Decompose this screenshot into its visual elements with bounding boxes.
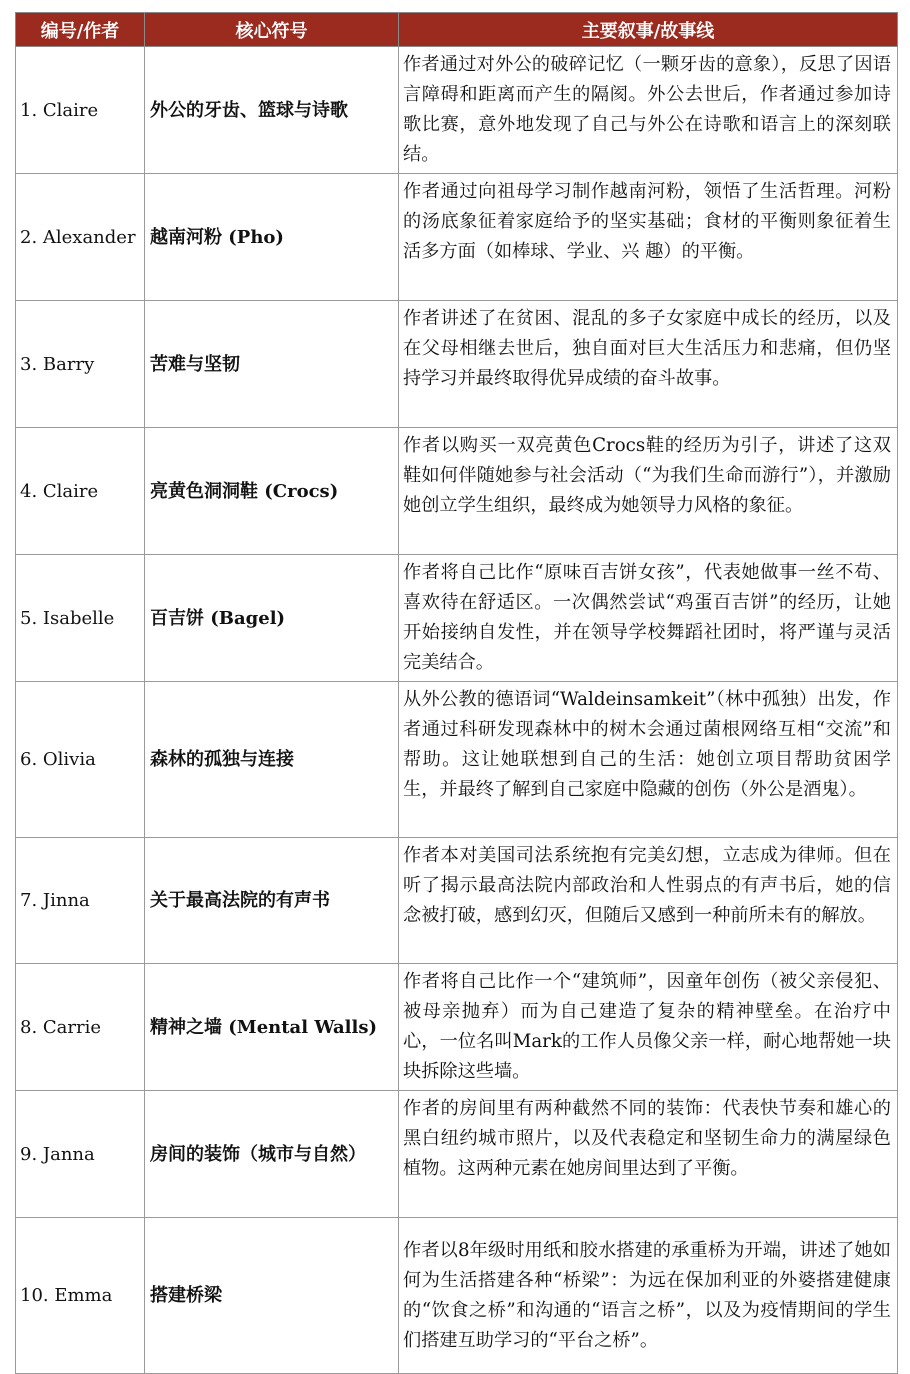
story-cell: 从外公教的德语词“Waldeinsamkeit”（林中孤独）出发，作者通过科研发现森林中的树木会通过菌根网络互相“交流”和帮助。这让她联想到自己的生活：她创立项目帮助贫困学生，并最终了解到自己家庭中隐藏的创伤（外公是酒鬼）。 bbox=[399, 682, 898, 838]
author-cell: 8. Carrie bbox=[16, 964, 145, 1091]
essay-summary-table bbox=[15, 12, 898, 1374]
table-row bbox=[16, 555, 898, 682]
author-cell: 5. Isabelle bbox=[16, 555, 145, 682]
table-row bbox=[16, 301, 898, 428]
header-row bbox=[16, 13, 898, 47]
author-cell: 9. Janna bbox=[16, 1091, 145, 1218]
table-row bbox=[16, 838, 898, 964]
story-cell: 作者将自己比作“原味百吉饼女孩”，代表她做事一丝不苟、喜欢待在舒适区。一次偶然尝试“鸡蛋百吉饼”的经历，让她开始接纳自发性，并在领导学校舞蹈社团时，将严谨与灵活完美结合。 bbox=[399, 555, 898, 682]
author-cell: 1. Claire bbox=[16, 47, 145, 174]
table-header bbox=[16, 13, 898, 47]
table-body bbox=[16, 47, 898, 1374]
author-cell: 10. Emma bbox=[16, 1218, 145, 1374]
table-row bbox=[16, 682, 898, 838]
story-cell: 作者通过对外公的破碎记忆（一颗牙齿的意象），反思了因语言障碍和距离而产生的隔阂。外公去世后，作者通过参加诗歌比赛，意外地发现了自己与外公在诗歌和语言上的深刻联结。 bbox=[399, 47, 898, 174]
table-row bbox=[16, 964, 898, 1091]
table-row bbox=[16, 1091, 898, 1218]
symbol-cell: 亮黄色洞洞鞋 (Crocs) bbox=[145, 428, 399, 555]
symbol-cell: 苦难与坚韧 bbox=[145, 301, 399, 428]
symbol-cell: 精神之墙 (Mental Walls) bbox=[145, 964, 399, 1091]
author-cell: 3. Barry bbox=[16, 301, 145, 428]
header-author: 编号/作者 bbox=[16, 13, 145, 47]
author-cell: 2. Alexander bbox=[16, 174, 145, 301]
story-cell: 作者以购买一双亮黄色Crocs鞋的经历为引子，讲述了这双鞋如何伴随她参与社会活动（“为我们生命而游行”），并激励她创立学生组织，最终成为她领导力风格的象征。 bbox=[399, 428, 898, 555]
author-cell: 4. Claire bbox=[16, 428, 145, 555]
story-cell: 作者的房间里有两种截然不同的装饰：代表快节奏和雄心的黑白纽约城市照片，以及代表稳定和坚韧生命力的满屋绿色植物。这两种元素在她房间里达到了平衡。 bbox=[399, 1091, 898, 1218]
symbol-cell: 房间的装饰（城市与自然） bbox=[145, 1091, 399, 1218]
story-cell: 作者以8年级时用纸和胶水搭建的承重桥为开端，讲述了她如何为生活搭建各种“桥梁”：为远在保加利亚的外婆搭建健康的“饮食之桥”和沟通的“语言之桥”，以及为疫情期间的学生们搭建互助学习的“平台之桥”。 bbox=[399, 1218, 898, 1374]
header-story: 主要叙事/故事线 bbox=[399, 13, 898, 47]
table-row bbox=[16, 174, 898, 301]
story-cell: 作者本对美国司法系统抱有完美幻想，立志成为律师。但在听了揭示最高法院内部政治和人性弱点的有声书后，她的信念被打破，感到幻灭，但随后又感到一种前所未有的解放。 bbox=[399, 838, 898, 964]
symbol-cell: 百吉饼 (Bagel) bbox=[145, 555, 399, 682]
header-symbol: 核心符号 bbox=[145, 13, 399, 47]
table-row bbox=[16, 47, 898, 174]
symbol-cell: 搭建桥梁 bbox=[145, 1218, 399, 1374]
story-cell: 作者通过向祖母学习制作越南河粉，领悟了生活哲理。河粉的汤底象征着家庭给予的坚实基础；食材的平衡则象征着生活多方面（如棒球、学业、兴 趣）的平衡。 bbox=[399, 174, 898, 301]
table-container bbox=[15, 12, 897, 1374]
symbol-cell: 越南河粉 (Pho) bbox=[145, 174, 399, 301]
author-cell: 6. Olivia bbox=[16, 682, 145, 838]
table-row bbox=[16, 428, 898, 555]
symbol-cell: 外公的牙齿、篮球与诗歌 bbox=[145, 47, 399, 174]
story-cell: 作者将自己比作一个“建筑师”，因童年创伤（被父亲侵犯、被母亲抛弃）而为自己建造了复杂的精神壁垒。在治疗中心，一位名叫Mark的工作人员像父亲一样，耐心地帮她一块块拆除这些墙。 bbox=[399, 964, 898, 1091]
author-cell: 7. Jinna bbox=[16, 838, 145, 964]
table-row bbox=[16, 1218, 898, 1374]
symbol-cell: 森林的孤独与连接 bbox=[145, 682, 399, 838]
symbol-cell: 关于最高法院的有声书 bbox=[145, 838, 399, 964]
story-cell: 作者讲述了在贫困、混乱的多子女家庭中成长的经历，以及在父母相继去世后，独自面对巨大生活压力和悲痛，但仍坚持学习并最终取得优异成绩的奋斗故事。 bbox=[399, 301, 898, 428]
